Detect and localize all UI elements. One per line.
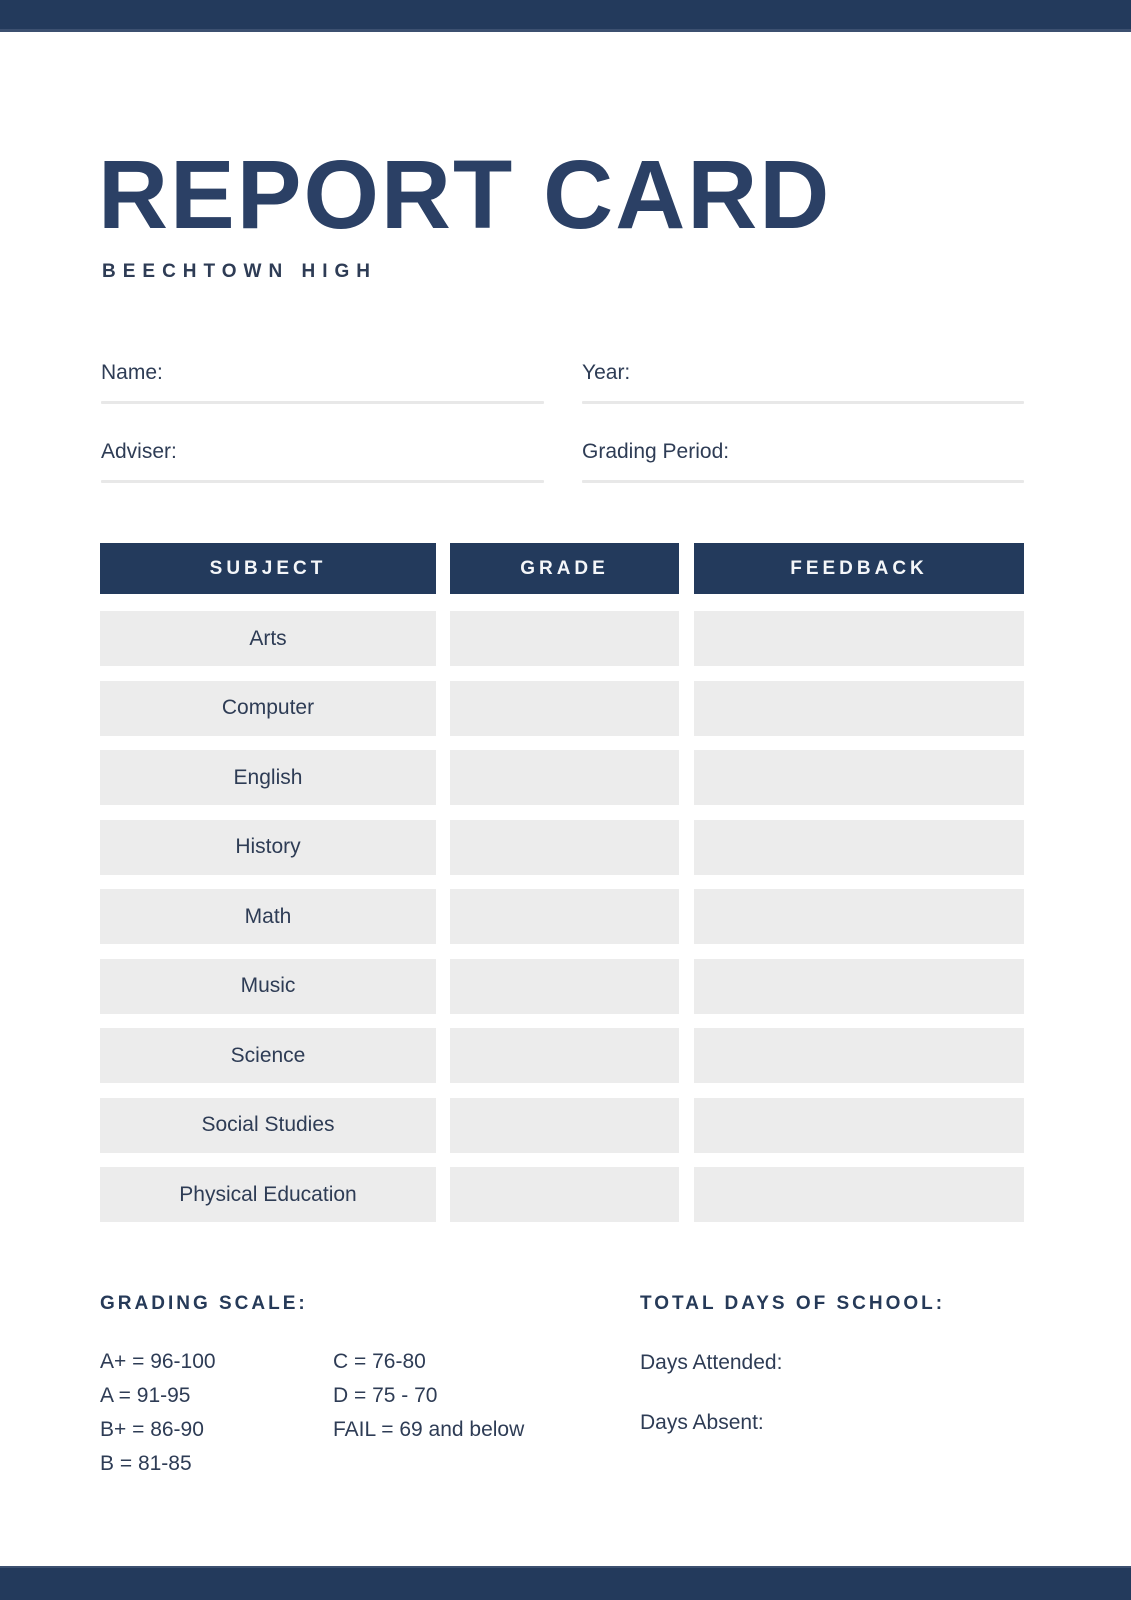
grading-scale-item: C = 76-80 xyxy=(333,1350,426,1373)
subject-cell: Music xyxy=(100,959,436,1014)
school-name: BEECHTOWN HIGH xyxy=(102,261,377,282)
grades-table-body xyxy=(100,611,1024,1222)
grade-cell-empty[interactable] xyxy=(450,1167,679,1222)
subject-cell: Math xyxy=(100,889,436,944)
year-label: Year: xyxy=(582,361,631,384)
grading-period-label: Grading Period: xyxy=(582,440,730,463)
grading-scale-section xyxy=(100,1293,600,1493)
name-label: Name: xyxy=(101,361,163,384)
subject-cell: Computer xyxy=(100,681,436,736)
grades-table xyxy=(100,543,1024,1222)
bottom-accent-bar xyxy=(0,1566,1131,1600)
grade-cell-empty[interactable] xyxy=(450,611,679,666)
grade-column-header: GRADE xyxy=(450,543,679,594)
grading-scale-item: A+ = 96-100 xyxy=(100,1350,216,1373)
top-accent-bar xyxy=(0,0,1131,32)
grading-scale-item: B = 81-85 xyxy=(100,1452,192,1475)
grade-cell-empty[interactable] xyxy=(450,820,679,875)
subject-column-header: SUBJECT xyxy=(100,543,436,594)
grade-cell-empty[interactable] xyxy=(450,750,679,805)
name-input-line[interactable] xyxy=(101,401,544,404)
feedback-cell-empty[interactable] xyxy=(694,611,1024,666)
grade-cell-empty[interactable] xyxy=(450,681,679,736)
feedback-cell-empty[interactable] xyxy=(694,1167,1024,1222)
subject-cell: Arts xyxy=(100,611,436,666)
grading-scale-column-2 xyxy=(333,1345,524,1447)
adviser-field xyxy=(101,440,544,486)
grading-scale-item: A = 91-95 xyxy=(100,1384,191,1407)
feedback-cell-empty[interactable] xyxy=(694,1098,1024,1153)
grade-cell-empty[interactable] xyxy=(450,889,679,944)
subject-cell: Science xyxy=(100,1028,436,1083)
grading-scale-item: D = 75 - 70 xyxy=(333,1384,438,1407)
grading-period-input-line[interactable] xyxy=(582,480,1024,483)
year-input-line[interactable] xyxy=(582,401,1024,404)
feedback-column-header: FEEDBACK xyxy=(694,543,1024,594)
feedback-cell-empty[interactable] xyxy=(694,889,1024,944)
subject-cell: Physical Education xyxy=(100,1167,436,1222)
grading-scale-item: FAIL = 69 and below xyxy=(333,1418,525,1441)
days-attended-label: Days Attended: xyxy=(640,1351,783,1374)
feedback-cell-empty[interactable] xyxy=(694,750,1024,805)
grading-period-field xyxy=(582,440,1024,486)
grade-cell-empty[interactable] xyxy=(450,1028,679,1083)
subject-cell: English xyxy=(100,750,436,805)
grading-scale-heading: GRADING SCALE: xyxy=(100,1293,308,1314)
adviser-input-line[interactable] xyxy=(101,480,544,483)
name-field xyxy=(101,361,544,407)
feedback-cell-empty[interactable] xyxy=(694,1028,1024,1083)
grade-cell-empty[interactable] xyxy=(450,1098,679,1153)
days-absent-label: Days Absent: xyxy=(640,1411,764,1434)
subject-cell: Social Studies xyxy=(100,1098,436,1153)
grades-table-header xyxy=(100,543,1024,594)
page-title: REPORT CARD xyxy=(98,140,832,249)
feedback-cell-empty[interactable] xyxy=(694,959,1024,1014)
total-days-heading: TOTAL DAYS OF SCHOOL: xyxy=(640,1293,946,1314)
feedback-cell-empty[interactable] xyxy=(694,681,1024,736)
adviser-label: Adviser: xyxy=(101,440,177,463)
grading-scale-column-1 xyxy=(100,1345,216,1481)
total-days-section xyxy=(640,1293,1040,1453)
grading-scale-item: B+ = 86-90 xyxy=(100,1418,204,1441)
grade-cell-empty[interactable] xyxy=(450,959,679,1014)
year-field xyxy=(582,361,1024,407)
feedback-cell-empty[interactable] xyxy=(694,820,1024,875)
subject-cell: History xyxy=(100,820,436,875)
